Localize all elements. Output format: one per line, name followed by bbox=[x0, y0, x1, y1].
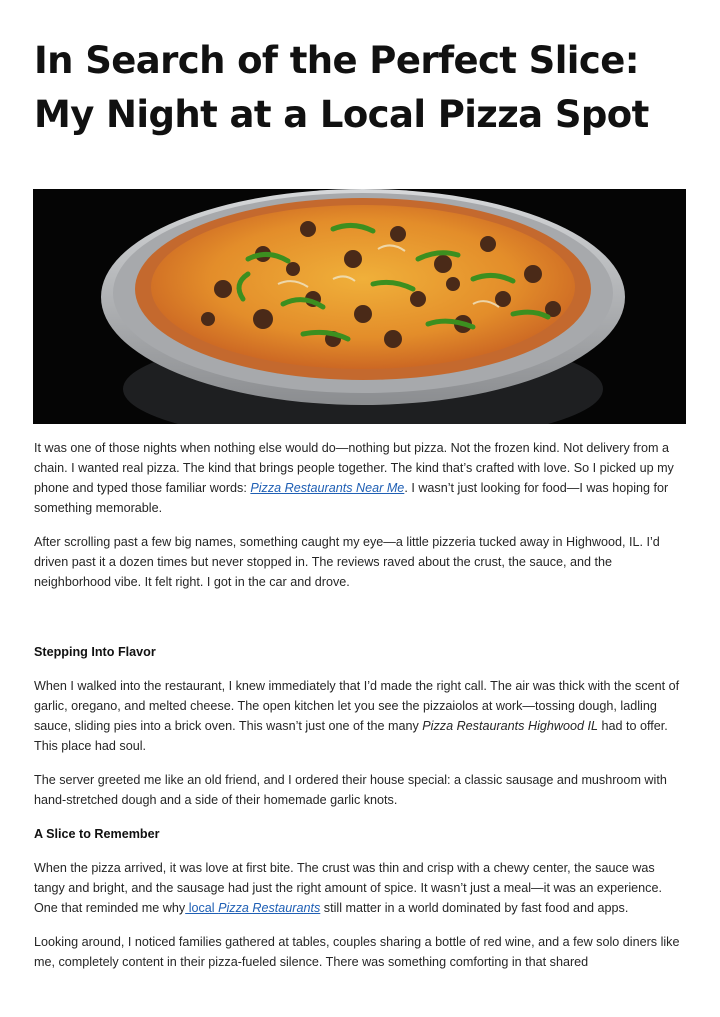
local-pizza-restaurants-link[interactable] bbox=[185, 901, 320, 915]
link-text: local bbox=[185, 901, 219, 915]
paragraph-text: had to offer. This place had soul. bbox=[34, 719, 668, 753]
pizza-illustration bbox=[33, 189, 686, 424]
section-heading: Stepping Into Flavor bbox=[34, 645, 156, 659]
paragraph-text: still matter in a world dominated by fast food and apps. bbox=[320, 901, 629, 915]
paragraph-text: When the pizza arrived, it was love at first bite. The crust was thin and crisp with a chewy center, the sauce was tangy and bright, and the sausage had just the right amount of spice. It wasn’t just a meal—it was an experience. One that reminded me why bbox=[34, 861, 662, 915]
pizza-image bbox=[33, 189, 686, 424]
article-title: In Search of the Perfect Slice: My Night at a Local Pizza Spot bbox=[34, 39, 649, 136]
paragraph bbox=[34, 676, 688, 756]
emphasis-text: Pizza Restaurants Highwood IL bbox=[422, 719, 598, 733]
section-heading: A Slice to Remember bbox=[34, 827, 160, 841]
paragraph: After scrolling past a few big names, something caught my eye—a little pizzeria tucked away in Highwood, IL. I’d driven past it a dozen times but never stopped in. The reviews raved about the crust, the sauce, and the neighborhood vibe. It felt right. I got in the car and drove. bbox=[34, 535, 660, 589]
link-text-emphasis: Pizza Restaurants bbox=[218, 901, 321, 915]
paragraph-text: . I wasn’t just looking for food—I was hoping for something memorable. bbox=[34, 481, 669, 515]
paragraph: Looking around, I noticed families gathered at tables, couples sharing a bottle of red wine, and a few solo diners like me, completely content in their pizza-fueled silence. There was something comforting in that shared bbox=[34, 935, 680, 969]
paragraph bbox=[34, 438, 688, 518]
paragraph: The server greeted me like an old friend, and I ordered their house special: a classic sausage and mushroom with hand-stretched dough and a side of their homemade garlic knots. bbox=[34, 773, 667, 807]
spacer bbox=[34, 606, 688, 642]
link-text: Pizza Restaurants Near Me bbox=[250, 481, 405, 495]
article-body bbox=[34, 438, 688, 986]
pizza-restaurants-near-me-link[interactable] bbox=[250, 481, 404, 495]
paragraph-text: When I walked into the restaurant, I knew immediately that I’d made the right call. The air was thick with the scent of garlic, oregano, and melted cheese. The open kitchen let you see the pizzaiolos at work—tossing dough, ladling sauce, sliding pies into a brick oven. This wasn’t just one of the many bbox=[34, 679, 680, 733]
paragraph-text: It was one of those nights when nothing else would do—nothing but pizza. Not the frozen kind. Not delivery from a chain. I wanted real pizza. The kind that brings people together. The kind that’s crafted with love. So I picked up my phone and typed those familiar words: bbox=[34, 441, 674, 495]
paragraph bbox=[34, 858, 688, 918]
